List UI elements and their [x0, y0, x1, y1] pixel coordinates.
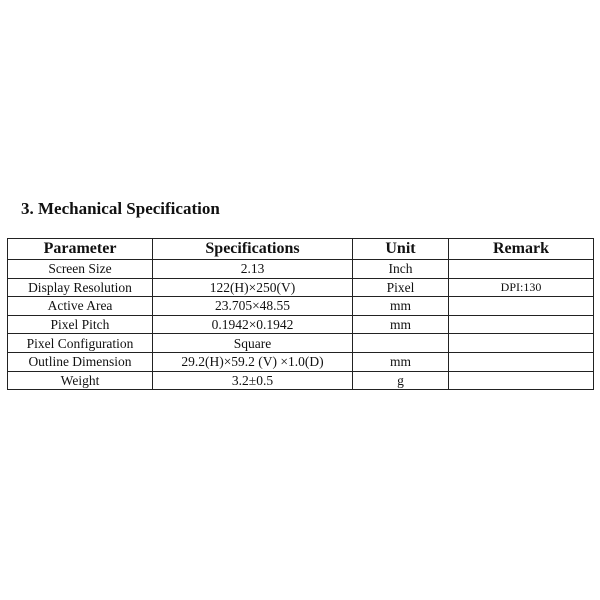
header-remark: Remark	[449, 239, 594, 260]
unit-cell: Inch	[353, 260, 449, 279]
remark-cell	[449, 334, 594, 353]
specification-cell: 0.1942×0.1942	[153, 315, 353, 334]
table-row	[8, 260, 594, 279]
remark-cell	[449, 297, 594, 316]
section-title: 3. Mechanical Specification	[21, 199, 220, 218]
specification-cell: 29.2(H)×59.2 (V) ×1.0(D)	[153, 352, 353, 371]
parameter-cell: Outline Dimension	[8, 352, 153, 371]
remark-cell	[449, 371, 594, 390]
specification-cell: 122(H)×250(V)	[153, 278, 353, 297]
specification-cell: 2.13	[153, 260, 353, 279]
remark-cell	[449, 260, 594, 279]
unit-cell: Pixel	[353, 278, 449, 297]
parameter-cell: Pixel Configuration	[8, 334, 153, 353]
parameter-cell: Active Area	[8, 297, 153, 316]
remark-cell: DPI:130	[449, 278, 594, 297]
unit-cell: g	[353, 371, 449, 390]
mechanical-spec-table	[7, 238, 594, 390]
unit-cell: mm	[353, 315, 449, 334]
remark-cell	[449, 352, 594, 371]
table-row	[8, 297, 594, 316]
parameter-cell: Display Resolution	[8, 278, 153, 297]
unit-cell: mm	[353, 352, 449, 371]
table-row	[8, 315, 594, 334]
specification-cell: 3.2±0.5	[153, 371, 353, 390]
specification-cell: 23.705×48.55	[153, 297, 353, 316]
parameter-cell: Weight	[8, 371, 153, 390]
table-row	[8, 334, 594, 353]
header-specifications: Specifications	[153, 239, 353, 260]
table-row	[8, 352, 594, 371]
header-unit: Unit	[353, 239, 449, 260]
specification-cell: Square	[153, 334, 353, 353]
unit-cell	[353, 334, 449, 353]
parameter-cell: Pixel Pitch	[8, 315, 153, 334]
unit-cell: mm	[353, 297, 449, 316]
parameter-cell: Screen Size	[8, 260, 153, 279]
table-header-row	[8, 239, 594, 260]
table-row	[8, 371, 594, 390]
table-row	[8, 278, 594, 297]
header-parameter: Parameter	[8, 239, 153, 260]
remark-cell	[449, 315, 594, 334]
